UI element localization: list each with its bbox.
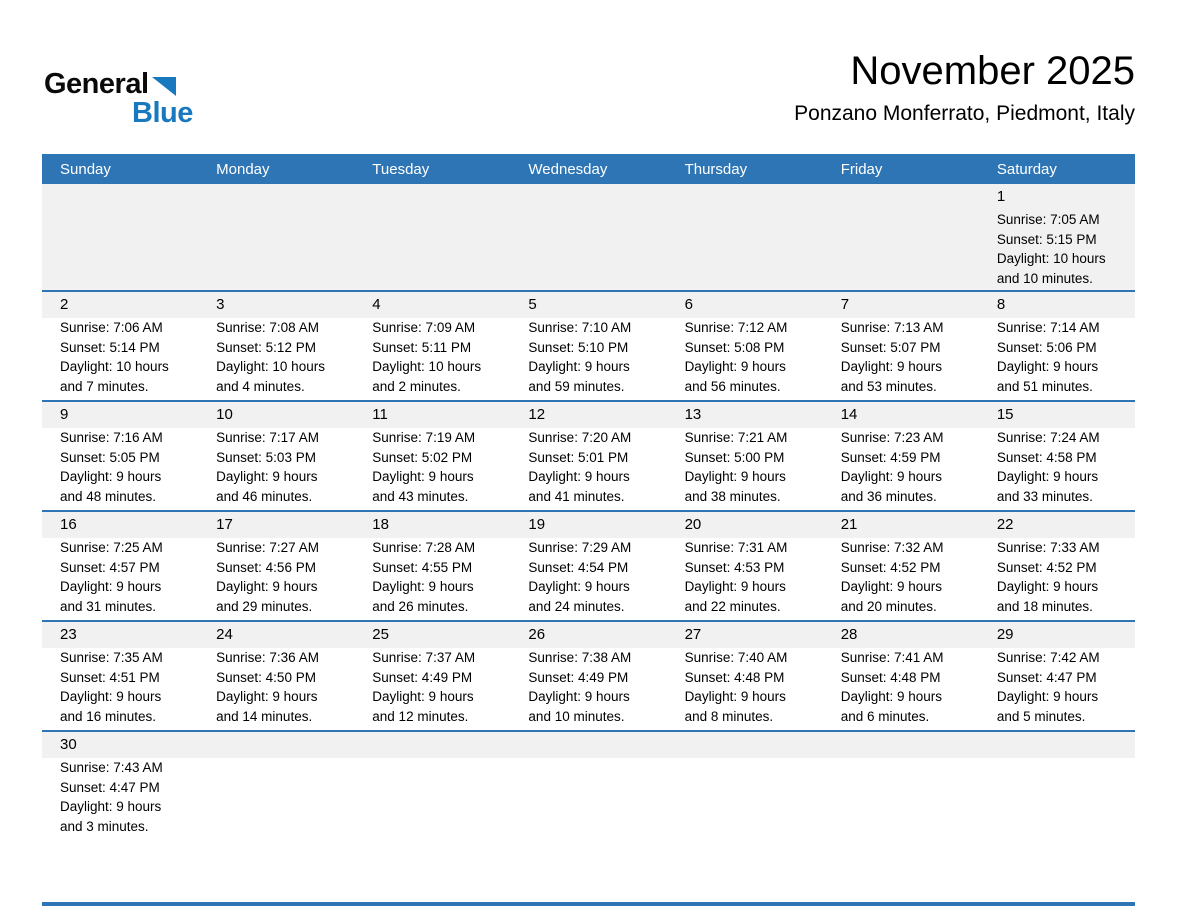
sunset-text: Sunset: 4:55 PM [372,559,473,575]
sunset-text: Sunset: 5:06 PM [996,339,1097,355]
empty-cell [979,732,1135,902]
sunset-text: Sunset: 4:58 PM [996,449,1097,465]
daylight-text: Daylight: 9 hours and 24 minutes. [528,579,630,614]
sunset-text: Sunset: 4:52 PM [840,559,941,575]
sunset-text: Sunset: 4:52 PM [996,559,1097,575]
sunrise-text: Sunrise: 7:06 AM [60,320,163,335]
empty-cell [667,184,823,290]
day-number: 19 [528,516,546,533]
sunset-text: Sunset: 5:01 PM [528,449,629,465]
sunset-text: Sunset: 5:10 PM [528,339,629,355]
daylight-text: Daylight: 9 hours and 31 minutes. [60,579,162,614]
day-number: 15 [996,406,1014,423]
day-number: 25 [372,626,389,643]
daylight-text: Daylight: 9 hours and 29 minutes. [216,579,318,614]
day-cell-15 [979,402,1135,510]
empty-cell [198,184,354,290]
sunrise-text: Sunrise: 7:14 AM [996,320,1100,335]
day-cell-7 [823,292,979,400]
daylight-text: Daylight: 10 hours and 10 minutes. [996,251,1106,286]
day-number: 18 [372,516,389,533]
day-cell-29 [979,622,1135,730]
daylight-text: Daylight: 9 hours and 3 minutes. [60,799,162,834]
day-cell-20 [667,512,823,620]
daylight-text: Daylight: 9 hours and 10 minutes. [528,689,630,724]
day-cell-30 [42,732,198,902]
empty-cell [823,732,979,902]
sunset-text: Sunset: 5:05 PM [60,449,160,465]
sunset-text: Sunset: 5:00 PM [684,449,785,465]
sunrise-text: Sunrise: 7:21 AM [684,430,788,445]
sunrise-text: Sunrise: 7:05 AM [996,212,1100,227]
day-cell-4 [354,292,510,400]
day-cell-18 [354,512,510,620]
sunset-text: Sunset: 4:51 PM [60,669,160,685]
sunrise-text: Sunrise: 7:41 AM [840,650,944,665]
sunset-text: Sunset: 5:12 PM [216,339,316,355]
empty-cell [667,732,823,902]
daylight-text: Daylight: 9 hours and 22 minutes. [684,579,786,614]
empty-cell [823,184,979,290]
daylight-text: Daylight: 9 hours and 36 minutes. [840,469,943,504]
daylight-text: Daylight: 9 hours and 38 minutes. [684,469,786,504]
empty-cell [42,184,198,290]
empty-cell [510,732,666,902]
day-number: 6 [684,296,693,313]
day-number: 28 [840,626,858,643]
week-row-3 [42,400,1135,510]
sunrise-text: Sunrise: 7:27 AM [216,540,319,555]
day-cell-23 [42,622,198,730]
sunrise-text: Sunrise: 7:09 AM [372,320,476,335]
sunset-text: Sunset: 5:07 PM [840,339,941,355]
empty-cell [510,184,666,290]
sunrise-text: Sunrise: 7:33 AM [996,540,1100,555]
day-cell-3 [198,292,354,400]
sunrise-text: Sunrise: 7:16 AM [60,430,163,445]
daylight-text: Daylight: 9 hours and 5 minutes. [996,689,1099,724]
daylight-text: Daylight: 9 hours and 59 minutes. [528,359,630,394]
week-row-2 [42,290,1135,400]
day-number: 27 [684,626,702,643]
daylight-text: Daylight: 9 hours and 20 minutes. [840,579,943,614]
day-cell-11 [354,402,510,510]
weekday-saturday: Saturday [996,160,1057,178]
calendar-grid [42,154,1135,906]
day-cell-14 [823,402,979,510]
day-number: 30 [60,736,77,753]
sunset-text: Sunset: 4:49 PM [528,669,629,685]
daylight-text: Daylight: 9 hours and 26 minutes. [372,579,474,614]
page-subtitle: Ponzano Monferrato, Piedmont, Italy [794,102,1135,125]
sunrise-text: Sunrise: 7:32 AM [840,540,944,555]
sunrise-text: Sunrise: 7:42 AM [996,650,1100,665]
day-number: 17 [216,516,233,533]
sunrise-text: Sunrise: 7:35 AM [60,650,163,665]
day-number: 7 [840,296,850,313]
sunrise-text: Sunrise: 7:38 AM [528,650,632,665]
day-number: 16 [60,516,77,533]
day-number: 22 [996,516,1014,533]
sunset-text: Sunset: 4:59 PM [840,449,941,465]
sunset-text: Sunset: 4:47 PM [996,669,1097,685]
sunset-text: Sunset: 5:03 PM [216,449,316,465]
sunrise-text: Sunrise: 7:31 AM [684,540,788,555]
daylight-text: Daylight: 9 hours and 8 minutes. [684,689,786,724]
empty-cell [354,184,510,290]
logo-text-blue: Blue [132,97,193,129]
sunset-text: Sunset: 4:48 PM [840,669,941,685]
daylight-text: Daylight: 9 hours and 33 minutes. [996,469,1099,504]
day-number: 13 [684,406,702,423]
sunrise-text: Sunrise: 7:29 AM [528,540,632,555]
sunrise-text: Sunrise: 7:19 AM [372,430,476,445]
day-number: 23 [60,626,77,643]
day-cell-5 [510,292,666,400]
sunrise-text: Sunrise: 7:23 AM [840,430,944,445]
day-number: 8 [996,296,1006,313]
week-row-1 [42,184,1135,290]
daylight-text: Daylight: 9 hours and 46 minutes. [216,469,318,504]
daylight-text: Daylight: 9 hours and 12 minutes. [372,689,474,724]
weekday-header-row [42,154,1135,184]
day-number: 2 [60,296,69,313]
week-row-4 [42,510,1135,620]
empty-cell [198,732,354,902]
day-number: 4 [372,296,381,313]
day-number: 20 [684,516,702,533]
page-header [0,0,1188,128]
day-cell-2 [42,292,198,400]
sunset-text: Sunset: 4:54 PM [528,559,629,575]
daylight-text: Daylight: 9 hours and 16 minutes. [60,689,162,724]
day-number: 3 [216,296,225,313]
day-cell-13 [667,402,823,510]
sunset-text: Sunset: 5:02 PM [372,449,473,465]
page-title: November 2025 [850,49,1135,93]
sunset-text: Sunset: 4:53 PM [684,559,785,575]
sunset-text: Sunset: 4:48 PM [684,669,785,685]
sunrise-text: Sunrise: 7:28 AM [372,540,476,555]
sunset-text: Sunset: 5:08 PM [684,339,785,355]
sunrise-text: Sunrise: 7:40 AM [684,650,788,665]
day-number: 26 [528,626,546,643]
week-row-6 [42,730,1135,902]
sunset-text: Sunset: 4:57 PM [60,559,160,575]
day-cell-26 [510,622,666,730]
day-number: 21 [840,516,858,533]
day-number: 10 [216,406,233,423]
daylight-text: Daylight: 10 hours and 2 minutes. [372,359,482,394]
sunrise-text: Sunrise: 7:37 AM [372,650,476,665]
day-cell-12 [510,402,666,510]
daylight-text: Daylight: 9 hours and 43 minutes. [372,469,474,504]
weekday-wednesday: Wednesday [528,160,608,178]
day-cell-27 [667,622,823,730]
day-cell-24 [198,622,354,730]
day-number: 1 [996,188,1006,205]
day-cell-6 [667,292,823,400]
week-row-5 [42,620,1135,730]
sunrise-text: Sunrise: 7:13 AM [840,320,944,335]
day-cell-19 [510,512,666,620]
day-cell-17 [198,512,354,620]
day-number: 14 [840,406,858,423]
logo-text-general: General [44,68,149,100]
weekday-thursday: Thursday [684,160,748,178]
day-number: 11 [372,406,388,423]
daylight-text: Daylight: 10 hours and 7 minutes. [60,359,169,394]
day-cell-8 [979,292,1135,400]
day-cell-9 [42,402,198,510]
sunrise-text: Sunrise: 7:20 AM [528,430,632,445]
day-cell-28 [823,622,979,730]
sunrise-text: Sunrise: 7:36 AM [216,650,319,665]
day-cell-16 [42,512,198,620]
weekday-monday: Monday [216,160,270,178]
day-cell-21 [823,512,979,620]
daylight-text: Daylight: 9 hours and 6 minutes. [840,689,943,724]
sunset-text: Sunset: 5:11 PM [372,339,472,355]
day-cell-22 [979,512,1135,620]
day-number: 5 [528,296,537,313]
daylight-text: Daylight: 10 hours and 4 minutes. [216,359,325,394]
sunrise-text: Sunrise: 7:08 AM [216,320,319,335]
day-number: 29 [996,626,1014,643]
day-number: 9 [60,406,69,423]
weekday-tuesday: Tuesday [372,160,430,178]
daylight-text: Daylight: 9 hours and 56 minutes. [684,359,786,394]
sunset-text: Sunset: 5:15 PM [996,231,1097,247]
sunrise-text: Sunrise: 7:43 AM [60,760,163,775]
daylight-text: Daylight: 9 hours and 48 minutes. [60,469,162,504]
day-cell-25 [354,622,510,730]
daylight-text: Daylight: 9 hours and 53 minutes. [840,359,943,394]
sunset-text: Sunset: 4:47 PM [60,779,160,795]
sunset-text: Sunset: 5:14 PM [60,339,160,355]
empty-cell [354,732,510,902]
day-number: 24 [216,626,233,643]
general-blue-logo [44,48,193,128]
title-block [794,48,1135,126]
daylight-text: Daylight: 9 hours and 14 minutes. [216,689,318,724]
sunset-text: Sunset: 4:50 PM [216,669,316,685]
sunrise-text: Sunrise: 7:17 AM [216,430,319,445]
sunset-text: Sunset: 4:56 PM [216,559,316,575]
day-number: 12 [528,406,546,423]
daylight-text: Daylight: 9 hours and 18 minutes. [996,579,1099,614]
day-cell-10 [198,402,354,510]
daylight-text: Daylight: 9 hours and 51 minutes. [996,359,1099,394]
sunset-text: Sunset: 4:49 PM [372,669,473,685]
daylight-text: Daylight: 9 hours and 41 minutes. [528,469,630,504]
sunrise-text: Sunrise: 7:12 AM [684,320,788,335]
weekday-sunday: Sunday [60,160,111,178]
day-cell-1 [979,184,1135,290]
sunrise-text: Sunrise: 7:25 AM [60,540,163,555]
sunrise-text: Sunrise: 7:24 AM [996,430,1100,445]
sunrise-text: Sunrise: 7:10 AM [528,320,632,335]
weekday-friday: Friday [840,160,883,178]
